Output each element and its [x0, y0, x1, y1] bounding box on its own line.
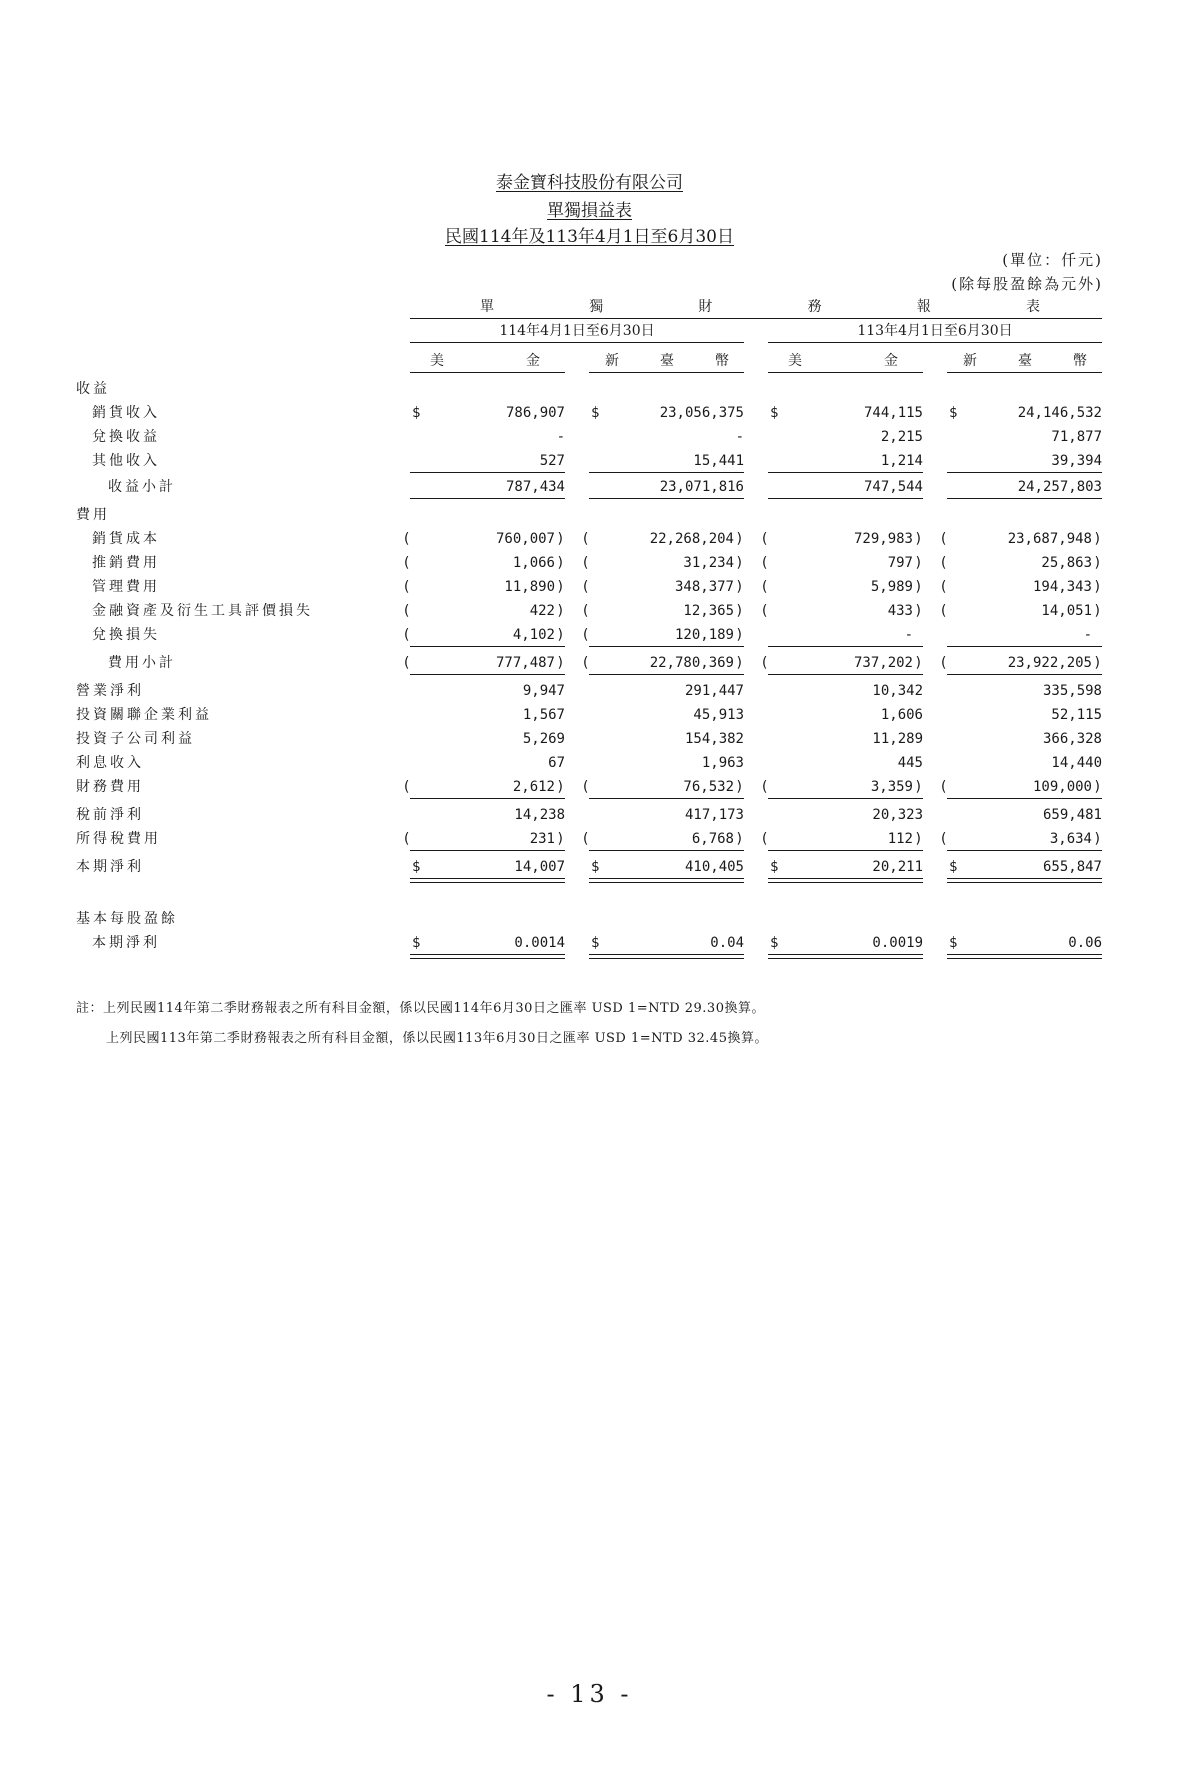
row-underline	[589, 798, 744, 799]
paren-open: (	[402, 779, 411, 795]
cell-tax-1: 6,768	[691, 831, 734, 847]
currency-symbol: $	[591, 935, 600, 951]
cell-fin_asset_loss-0: 422	[529, 603, 555, 619]
cell-pretax-3: 659,481	[1042, 807, 1102, 823]
paren-close: )	[914, 831, 923, 847]
cell-associates-0: 1,567	[522, 707, 565, 723]
currency-symbol: $	[949, 859, 958, 875]
cell-admin-1: 348,377	[674, 579, 734, 595]
row-double-underline	[768, 878, 923, 883]
currency-symbol: $	[591, 405, 600, 421]
paren-open: (	[760, 603, 769, 619]
paren-open: (	[402, 627, 411, 643]
cell-fin_asset_loss-1: 12,365	[683, 603, 734, 619]
row-label-finance_cost: 財務費用	[76, 779, 144, 795]
cell-cogs-1: 22,268,204	[649, 531, 734, 547]
cell-expense_subtotal-2: 737,202	[853, 655, 913, 671]
row-label-cogs: 銷貨成本	[92, 531, 160, 547]
paren-close: )	[1093, 531, 1102, 547]
cell-net_income-3: 655,847	[1042, 859, 1102, 875]
cell-net_income-0: 14,007	[514, 859, 565, 875]
row-double-underline	[947, 954, 1102, 959]
cell-expense_subtotal-0: 777,487	[495, 655, 555, 671]
cell-fx_gain-2: 2,215	[880, 429, 923, 445]
row-underline	[589, 646, 744, 647]
currency-symbol: $	[591, 859, 600, 875]
cell-admin-0: 11,890	[504, 579, 555, 595]
cell-net_income-2: 20,211	[872, 859, 923, 875]
paren-close: )	[735, 603, 744, 619]
row-double-underline	[589, 878, 744, 883]
paren-open: (	[939, 603, 948, 619]
row-underline	[768, 674, 923, 675]
paren-open: (	[581, 555, 590, 571]
cell-selling-0: 1,066	[512, 555, 555, 571]
cell-fx_gain-3: 71,877	[1051, 429, 1102, 445]
cell-fx_loss-0: 4,102	[512, 627, 555, 643]
cell-fx_loss-2: -	[904, 627, 913, 643]
paren-open: (	[402, 655, 411, 671]
row-underline	[947, 646, 1102, 647]
cell-associates-1: 45,913	[693, 707, 744, 723]
cell-subsidiaries-2: 11,289	[872, 731, 923, 747]
row-label-net_income: 本期淨利	[76, 859, 144, 875]
row-underline	[410, 472, 565, 473]
currency-symbol: $	[770, 405, 779, 421]
cell-selling-2: 797	[887, 555, 913, 571]
paren-close: )	[914, 779, 923, 795]
row-label-eps: 本期淨利	[92, 935, 160, 951]
row-underline	[768, 798, 923, 799]
company-name: 泰金寶科技股份有限公司	[496, 173, 683, 193]
paren-close: )	[1093, 831, 1102, 847]
paren-close: )	[1093, 555, 1102, 571]
cell-expense_subtotal-3: 23,922,205	[1007, 655, 1092, 671]
cell-revenue_subtotal-0: 787,434	[505, 479, 565, 495]
cell-tax-0: 231	[529, 831, 555, 847]
row-underline	[947, 798, 1102, 799]
row-label-associates: 投資關聯企業利益	[76, 707, 212, 723]
cell-associates-2: 1,606	[880, 707, 923, 723]
section-heading: 收益	[76, 381, 110, 397]
cell-subsidiaries-3: 366,328	[1042, 731, 1102, 747]
row-underline	[589, 498, 744, 499]
cell-sales-2: 744,115	[863, 405, 923, 421]
paren-close: )	[914, 531, 923, 547]
ntd-header-2024: 新 臺 幣	[963, 353, 1087, 369]
row-underline	[589, 674, 744, 675]
currency-symbol: $	[770, 935, 779, 951]
currency-symbol: $	[770, 859, 779, 875]
row-label-pretax: 稅前淨利	[76, 807, 144, 823]
ntd-2025-rule	[589, 372, 744, 373]
fx-note-2024: 上列民國113年第二季財務報表之所有科目金額，係以民國113年6月30日之匯率 USD 1=NTD 32.45換算。	[106, 1031, 768, 1046]
cell-fx_loss-3: -	[1083, 627, 1092, 643]
paren-open: (	[760, 555, 769, 571]
paren-close: )	[735, 531, 744, 547]
row-underline	[947, 674, 1102, 675]
paren-open: (	[760, 655, 769, 671]
cell-subsidiaries-1: 154,382	[684, 731, 744, 747]
cell-interest_income-0: 67	[548, 755, 565, 771]
usd-2025-rule	[410, 372, 565, 373]
fx-note-2025: 註：上列民國114年第二季財務報表之所有科目金額，係以民國114年6月30日之匯率 USD 1=NTD 29.30換算。	[76, 1001, 765, 1016]
paren-close: )	[1093, 603, 1102, 619]
cell-finance_cost-0: 2,612	[512, 779, 555, 795]
cell-associates-3: 52,115	[1051, 707, 1102, 723]
row-underline	[410, 646, 565, 647]
cell-revenue_subtotal-3: 24,257,803	[1017, 479, 1102, 495]
cell-net_income-1: 410,405	[684, 859, 744, 875]
cell-operating_profit-1: 291,447	[684, 683, 744, 699]
currency-symbol: $	[949, 405, 958, 421]
paren-close: )	[556, 627, 565, 643]
cell-operating_profit-0: 9,947	[522, 683, 565, 699]
cell-selling-3: 25,863	[1041, 555, 1092, 571]
paren-open: (	[760, 579, 769, 595]
row-underline	[589, 850, 744, 851]
paren-close: )	[735, 779, 744, 795]
paren-open: (	[581, 779, 590, 795]
paren-close: )	[1093, 579, 1102, 595]
paren-open: (	[402, 831, 411, 847]
period-2024-rule	[768, 342, 1102, 343]
row-underline	[947, 850, 1102, 851]
paren-close: )	[556, 579, 565, 595]
cell-sales-0: 786,907	[505, 405, 565, 421]
paren-open: (	[939, 831, 948, 847]
statement-title: 單獨損益表	[547, 201, 632, 221]
paren-close: )	[735, 555, 744, 571]
paren-open: (	[581, 603, 590, 619]
cell-subsidiaries-0: 5,269	[522, 731, 565, 747]
cell-interest_income-1: 1,963	[701, 755, 744, 771]
paren-close: )	[1093, 779, 1102, 795]
row-label-sales: 銷貨收入	[92, 405, 160, 421]
group-header: 單 獨 財 務 報 表	[480, 299, 1040, 315]
paren-open: (	[581, 655, 590, 671]
cell-finance_cost-1: 76,532	[683, 779, 734, 795]
cell-expense_subtotal-1: 22,780,369	[649, 655, 734, 671]
paren-close: )	[914, 555, 923, 571]
row-underline	[768, 646, 923, 647]
ntd-header-2025: 新 臺 幣	[605, 353, 729, 369]
row-label-subsidiaries: 投資子公司利益	[76, 731, 195, 747]
paren-open: (	[760, 831, 769, 847]
cell-eps-1: 0.04	[710, 935, 744, 951]
paren-open: (	[402, 531, 411, 547]
paren-open: (	[939, 555, 948, 571]
cell-pretax-2: 20,323	[872, 807, 923, 823]
paren-open: (	[402, 555, 411, 571]
paren-close: )	[1093, 655, 1102, 671]
paren-open: (	[581, 831, 590, 847]
cell-cogs-0: 760,007	[495, 531, 555, 547]
cell-fx_gain-1: -	[735, 429, 744, 445]
row-label-expense_subtotal: 費用小計	[108, 655, 176, 671]
cell-other_income-3: 39,394	[1051, 453, 1102, 469]
paren-open: (	[581, 627, 590, 643]
page-number: - 13 -	[546, 1680, 633, 1708]
row-label-fx_gain: 兌換收益	[92, 429, 160, 445]
cell-selling-1: 31,234	[683, 555, 734, 571]
row-underline	[410, 674, 565, 675]
row-underline	[768, 498, 923, 499]
cell-cogs-2: 729,983	[853, 531, 913, 547]
paren-open: (	[581, 579, 590, 595]
cell-cogs-3: 23,687,948	[1007, 531, 1092, 547]
cell-fin_asset_loss-2: 433	[887, 603, 913, 619]
cell-fx_gain-0: -	[556, 429, 565, 445]
paren-open: (	[402, 603, 411, 619]
row-label-interest_income: 利息收入	[76, 755, 144, 771]
row-label-operating_profit: 營業淨利	[76, 683, 144, 699]
row-double-underline	[947, 878, 1102, 883]
row-underline	[410, 498, 565, 499]
row-label-tax: 所得稅費用	[76, 831, 161, 847]
row-double-underline	[589, 954, 744, 959]
paren-close: )	[735, 627, 744, 643]
period-2025-header: 114年4月1日至6月30日	[499, 323, 655, 339]
currency-symbol: $	[412, 935, 421, 951]
row-underline	[410, 850, 565, 851]
cell-pretax-0: 14,238	[514, 807, 565, 823]
section-heading: 費用	[76, 507, 110, 523]
cell-finance_cost-3: 109,000	[1032, 779, 1092, 795]
cell-other_income-1: 15,441	[693, 453, 744, 469]
cell-eps-3: 0.06	[1068, 935, 1102, 951]
paren-close: )	[735, 655, 744, 671]
cell-fx_loss-1: 120,189	[674, 627, 734, 643]
row-label-revenue_subtotal: 收益小計	[108, 479, 176, 495]
cell-operating_profit-3: 335,598	[1042, 683, 1102, 699]
ntd-2024-rule	[947, 372, 1102, 373]
cell-eps-2: 0.0019	[872, 935, 923, 951]
cell-tax-2: 112	[887, 831, 913, 847]
paren-open: (	[939, 655, 948, 671]
cell-sales-1: 23,056,375	[659, 405, 744, 421]
eps-note: (除每股盈餘為元外)	[951, 275, 1103, 293]
currency-symbol: $	[412, 859, 421, 875]
row-label-admin: 管理費用	[92, 579, 160, 595]
row-underline	[768, 850, 923, 851]
cell-operating_profit-2: 10,342	[872, 683, 923, 699]
cell-other_income-0: 527	[539, 453, 565, 469]
cell-interest_income-2: 445	[897, 755, 923, 771]
group-header-rule	[410, 318, 1102, 319]
paren-close: )	[556, 655, 565, 671]
cell-finance_cost-2: 3,359	[870, 779, 913, 795]
cell-fin_asset_loss-3: 14,051	[1041, 603, 1092, 619]
period-title: 民國114年及113年4月1日至6月30日	[445, 227, 734, 247]
paren-open: (	[939, 579, 948, 595]
cell-tax-3: 3,634	[1049, 831, 1092, 847]
section-heading: 基本每股盈餘	[76, 911, 178, 927]
cell-interest_income-3: 14,440	[1051, 755, 1102, 771]
row-label-other_income: 其他收入	[92, 453, 160, 469]
paren-close: )	[556, 603, 565, 619]
row-underline	[947, 498, 1102, 499]
row-underline	[589, 472, 744, 473]
period-2025-rule	[410, 342, 744, 343]
paren-close: )	[556, 779, 565, 795]
row-underline	[410, 798, 565, 799]
paren-open: (	[581, 531, 590, 547]
usd-header-2025: 美 金	[430, 353, 540, 369]
paren-close: )	[556, 531, 565, 547]
paren-close: )	[914, 603, 923, 619]
paren-close: )	[735, 831, 744, 847]
paren-close: )	[914, 655, 923, 671]
usd-header-2024: 美 金	[788, 353, 898, 369]
cell-admin-3: 194,343	[1032, 579, 1092, 595]
paren-open: (	[939, 531, 948, 547]
row-label-selling: 推銷費用	[92, 555, 160, 571]
cell-revenue_subtotal-1: 23,071,816	[659, 479, 744, 495]
cell-revenue_subtotal-2: 747,544	[863, 479, 923, 495]
cell-pretax-1: 417,173	[684, 807, 744, 823]
cell-eps-0: 0.0014	[514, 935, 565, 951]
row-underline	[768, 472, 923, 473]
paren-close: )	[735, 579, 744, 595]
cell-admin-2: 5,989	[870, 579, 913, 595]
paren-open: (	[760, 779, 769, 795]
paren-open: (	[760, 531, 769, 547]
paren-open: (	[402, 579, 411, 595]
row-double-underline	[410, 878, 565, 883]
usd-2024-rule	[768, 372, 923, 373]
row-double-underline	[768, 954, 923, 959]
row-double-underline	[410, 954, 565, 959]
row-underline	[947, 472, 1102, 473]
currency-symbol: $	[949, 935, 958, 951]
currency-symbol: $	[412, 405, 421, 421]
paren-close: )	[914, 579, 923, 595]
row-label-fin_asset_loss: 金融資產及衍生工具評價損失	[92, 603, 313, 619]
cell-sales-3: 24,146,532	[1017, 405, 1102, 421]
row-label-fx_loss: 兌換損失	[92, 627, 160, 643]
cell-other_income-2: 1,214	[880, 453, 923, 469]
paren-close: )	[556, 555, 565, 571]
period-2024-header: 113年4月1日至6月30日	[857, 323, 1013, 339]
unit-note: (單位：仟元)	[1002, 251, 1103, 269]
paren-open: (	[939, 779, 948, 795]
paren-close: )	[556, 831, 565, 847]
